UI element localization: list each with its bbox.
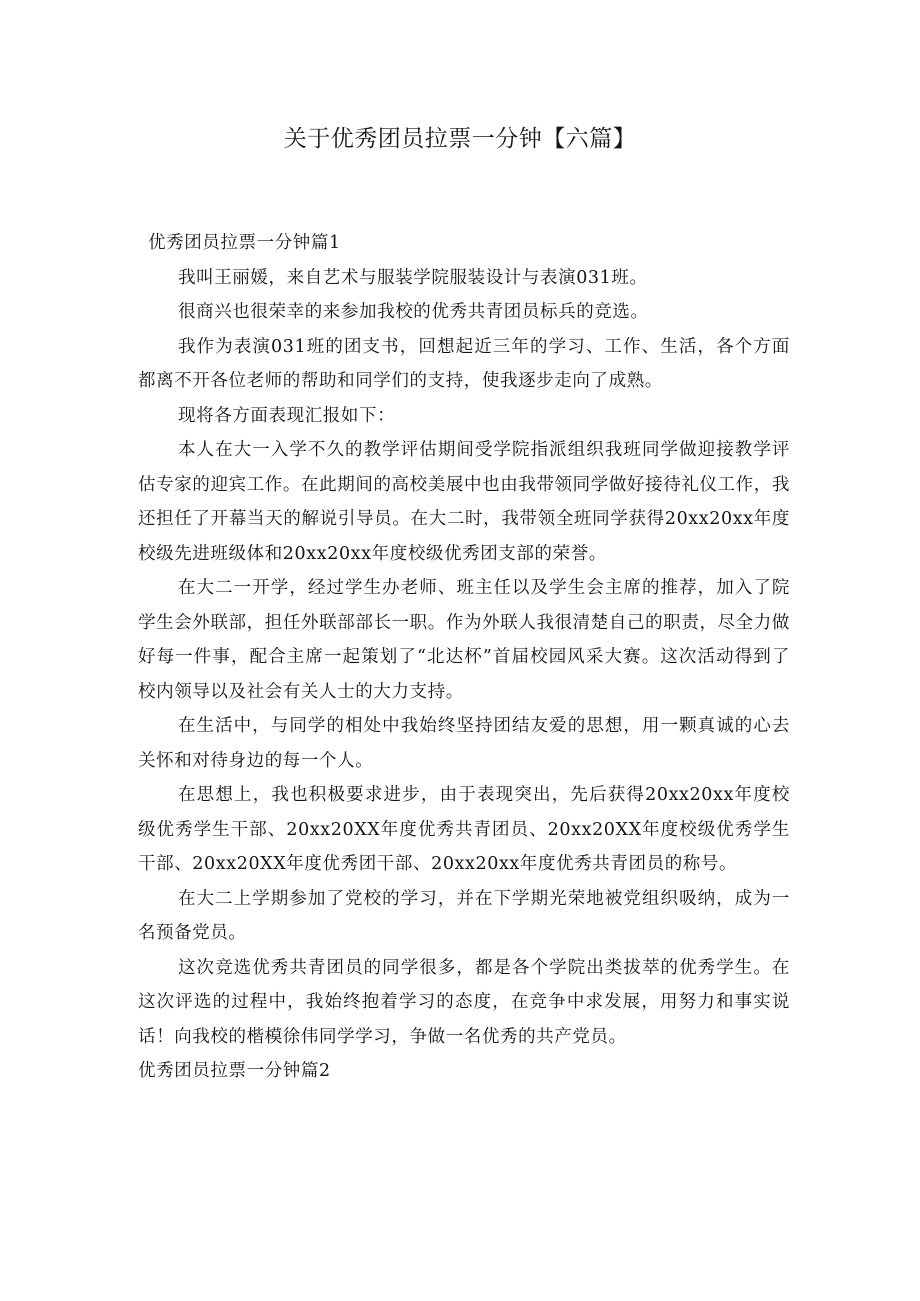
section-heading-1: 优秀团员拉票一分钟篇1 (148, 233, 341, 253)
paragraph-4: 现将各方面表现汇报如下： (178, 405, 396, 426)
paragraph-1: 我叫王丽媛，来自艺术与服装学院服装设计与表演031班。 (178, 267, 648, 288)
paragraph-5: 本人在大一入学不久的教学评估期间受学院指派组织我班同学做迎接教学评估专家的迎宾工作。在此期间的高校美展中也由我带领同学做好接待礼仪工作，我还担任了开幕当天的解说引导员。在大二时，我带领全班同学获得20xx20xx年度校级先进班级体和20xx20xx年度校级优秀团支部的荣誉。 (138, 440, 790, 564)
paragraph-6: 在大二一开学，经过学生办老师、班主任以及学生会主席的推荐，加入了院学生会外联部，担任外联部部长一职。作为外联人我很清楚自己的职责，尽全力做好每一件事，配合主席一起策划了“北达杯”首届校园风采大赛。这次活动得到了校内领导以及社会有关人士的大力支持。 (138, 578, 790, 702)
paragraph-2: 很商兴也很荣幸的来参加我校的优秀共青团员标兵的竞选。 (178, 302, 649, 322)
paragraph-3: 我作为表演031班的团支书，回想起近三年的学习、工作、生活，各个方面都离不开各位老师的帮助和同学们的支持，使我逐步走向了成熟。 (138, 336, 790, 391)
document-title: 关于优秀团员拉票一分钟【六篇】 (283, 126, 637, 152)
document-body (138, 226, 790, 1089)
paragraph-9: 在大二上学期参加了党校的学习，并在下学期光荣地被党组织吸纳，成为一名预备党员。 (138, 888, 790, 943)
paragraph-10: 这次竞选优秀共青团员的同学很多，都是各个学院出类拔萃的优秀学生。在这次评选的过程中，我始终抱着学习的态度，在竞争中求发展，用努力和事实说话！向我校的楷模徐伟同学学习，争做一名优秀的共产党员。 (138, 957, 790, 1047)
paragraph-7: 在生活中，与同学的相处中我始终坚持团结友爱的思想，用一颗真诚的心去关怀和对待身边的每一个人。 (138, 716, 790, 771)
paragraph-8: 在思想上，我也积极要求进步，由于表现突出，先后获得20xx20xx年度校级优秀学生干部、20xx20XX年度优秀共青团员、20xx20XX年度校级优秀学生干部、20xx20XX年度优秀团干部、20xx20xx年度优秀共青团员的称号。 (138, 785, 790, 874)
section-heading-2: 优秀团员拉票一分钟篇2 (138, 1061, 331, 1081)
